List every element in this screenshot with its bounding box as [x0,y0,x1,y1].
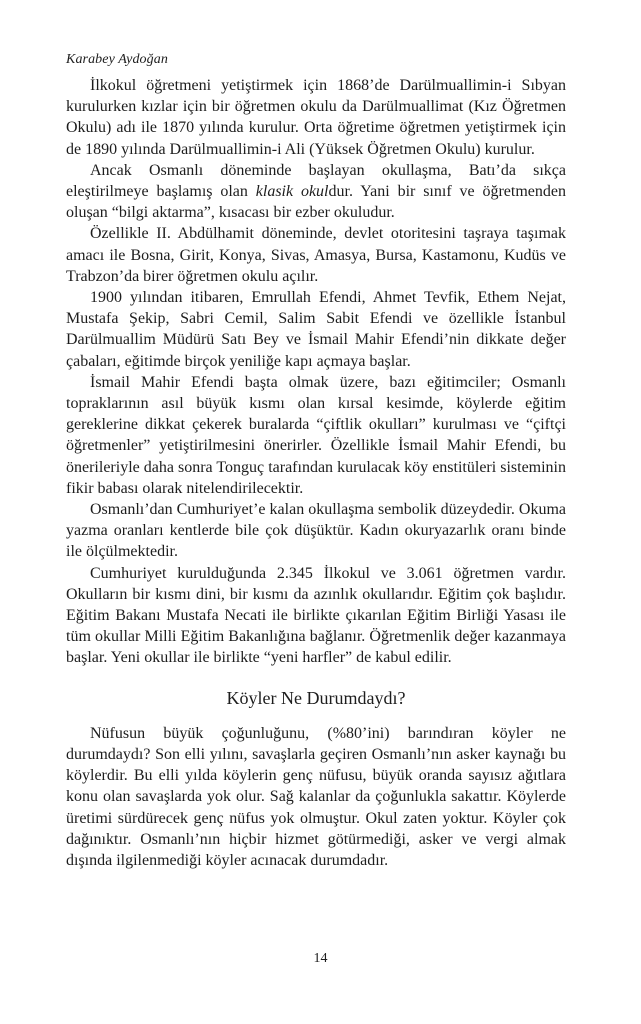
paragraph-1900: 1900 yılından itibaren, Emrullah Efendi, Ahmet Tevfik, Ethem Nejat, Mustafa Şekip, Sabri Cemil, Salim Sabit Efendi ve özellikle İstanbul Darülmuallim Müdürü Satı Bey ve İsmail Mahir Efendi’nin dikkate değer çabaları, eğitimde birçok yeniliğe kapı açmaya başlar. [66,289,566,370]
paragraph-teacher-schools: İlkokul öğretmeni yetiştirmek için 1868’de Darülmuallimin-i Sıbyan kurulurken kızlar için bir öğretmen okulu da Darülmuallimat (Kız Öğretmen Okulu) adı ile 1870 yılında kurulur. Orta öğretime öğretmen yetiştirmek için de 1890 yılında Darülmuallimin-i Ali (Yüksek Öğretmen Okulu) kurulur. [66,77,566,158]
paragraph-ismail-mahir: İsmail Mahir Efendi başta olmak üzere, bazı eğitimciler; Osmanlı topraklarının asıl büyük kısmı olan kırsal kesimde, köylerde eğitim gereklerine dikkat çekerek buralarda “çiftlik okulları” kurulması ve “çiftçi öğretmenler” yetiştirilmesini önerirler. Özellikle İsmail Mahir Efendi, bu önerileriyle daha sonra Tonguç tarafından kurulacak köy enstitüleri sisteminin fikir babası olarak nitelendirilecektir. [66,373,566,497]
page-number: 14 [313,951,328,966]
paragraph-abdulhamit: Özellikle II. Abdülhamit döneminde, devlet otoritesini taşraya taşımak amacı ile Bosna, Girit, Konya, Sivas, Amasya, Bursa, Kastamonu, Kudüs ve Trabzon’da birer öğretmen okulu açılır. [66,225,566,285]
paragraph-classic-school-end: dur. Yani bir sınıf ve öğretmenden oluşan “bilgi aktarma”, kısacası bir ezber okuludur. [66,183,567,222]
paragraph-classic-school [66,160,566,224]
running-head: Karabey Aydoğan [66,52,168,67]
paragraph-republic: Cumhuriyet kurulduğunda 2.345 İlkokul ve 3.061 öğretmen vardır. Okulların bir kısmı dini, bir kısmı da azınlık okullarıdır. Eğitim çok başlıdır. Eğitim Bakanı Mustafa Necati ile birlikte çıkarılan Eğitim Birliği Yasası ile tüm okullar Milli Eğitim Bakanlığına bağlanır. Öğretmenlik değer kazanmaya başlar. Yeni okullar ile birlikte “yeni harfler” de kabul edilir. [66,564,566,667]
paragraph-villages: Nüfusun büyük çoğunluğunu, (%80’ini) barındıran köyler ne durumdaydı? Son elli yılını, savaşlarla geçiren Osmanlı’nın asker kaynağı bu köylerdir. Bu elli yılda köylerin genç nüfusu, büyük oranda sayısız ağıtlara konu olan savaşlarda yok olur. Sağ kalanlar da çoğunlukla sakattır. Köylerde üretimi sürdürecek genç nüfus yok olmuştur. Okul zaten yoktur. Köyler çok dağınıktır. Osmanlı’nın hiçbir hizmet götürmediği, asker ve vergi almak dışında ilgilenmediği köyler acınacak durumdadır. [66,724,566,869]
emphasis-classic-school: klasik okul [255,183,329,201]
paragraph-classic-school-start: Ancak Osmanlı döneminde başlayan okullaşma, Batı’da sıkça eleştirilmeye başlamış olan [66,161,566,201]
paragraph-literacy: Osmanlı’dan Cumhuriyet’e kalan okullaşma sembolik düzeydedir. Okuma yazma oranları kentlerde bile çok düşüktür. Kadın okuryazarlık oranı binde ile ölçülmektedir. [66,501,566,561]
section-title: Köyler Ne Durumdaydı? [226,687,406,708]
page-body [66,75,566,871]
